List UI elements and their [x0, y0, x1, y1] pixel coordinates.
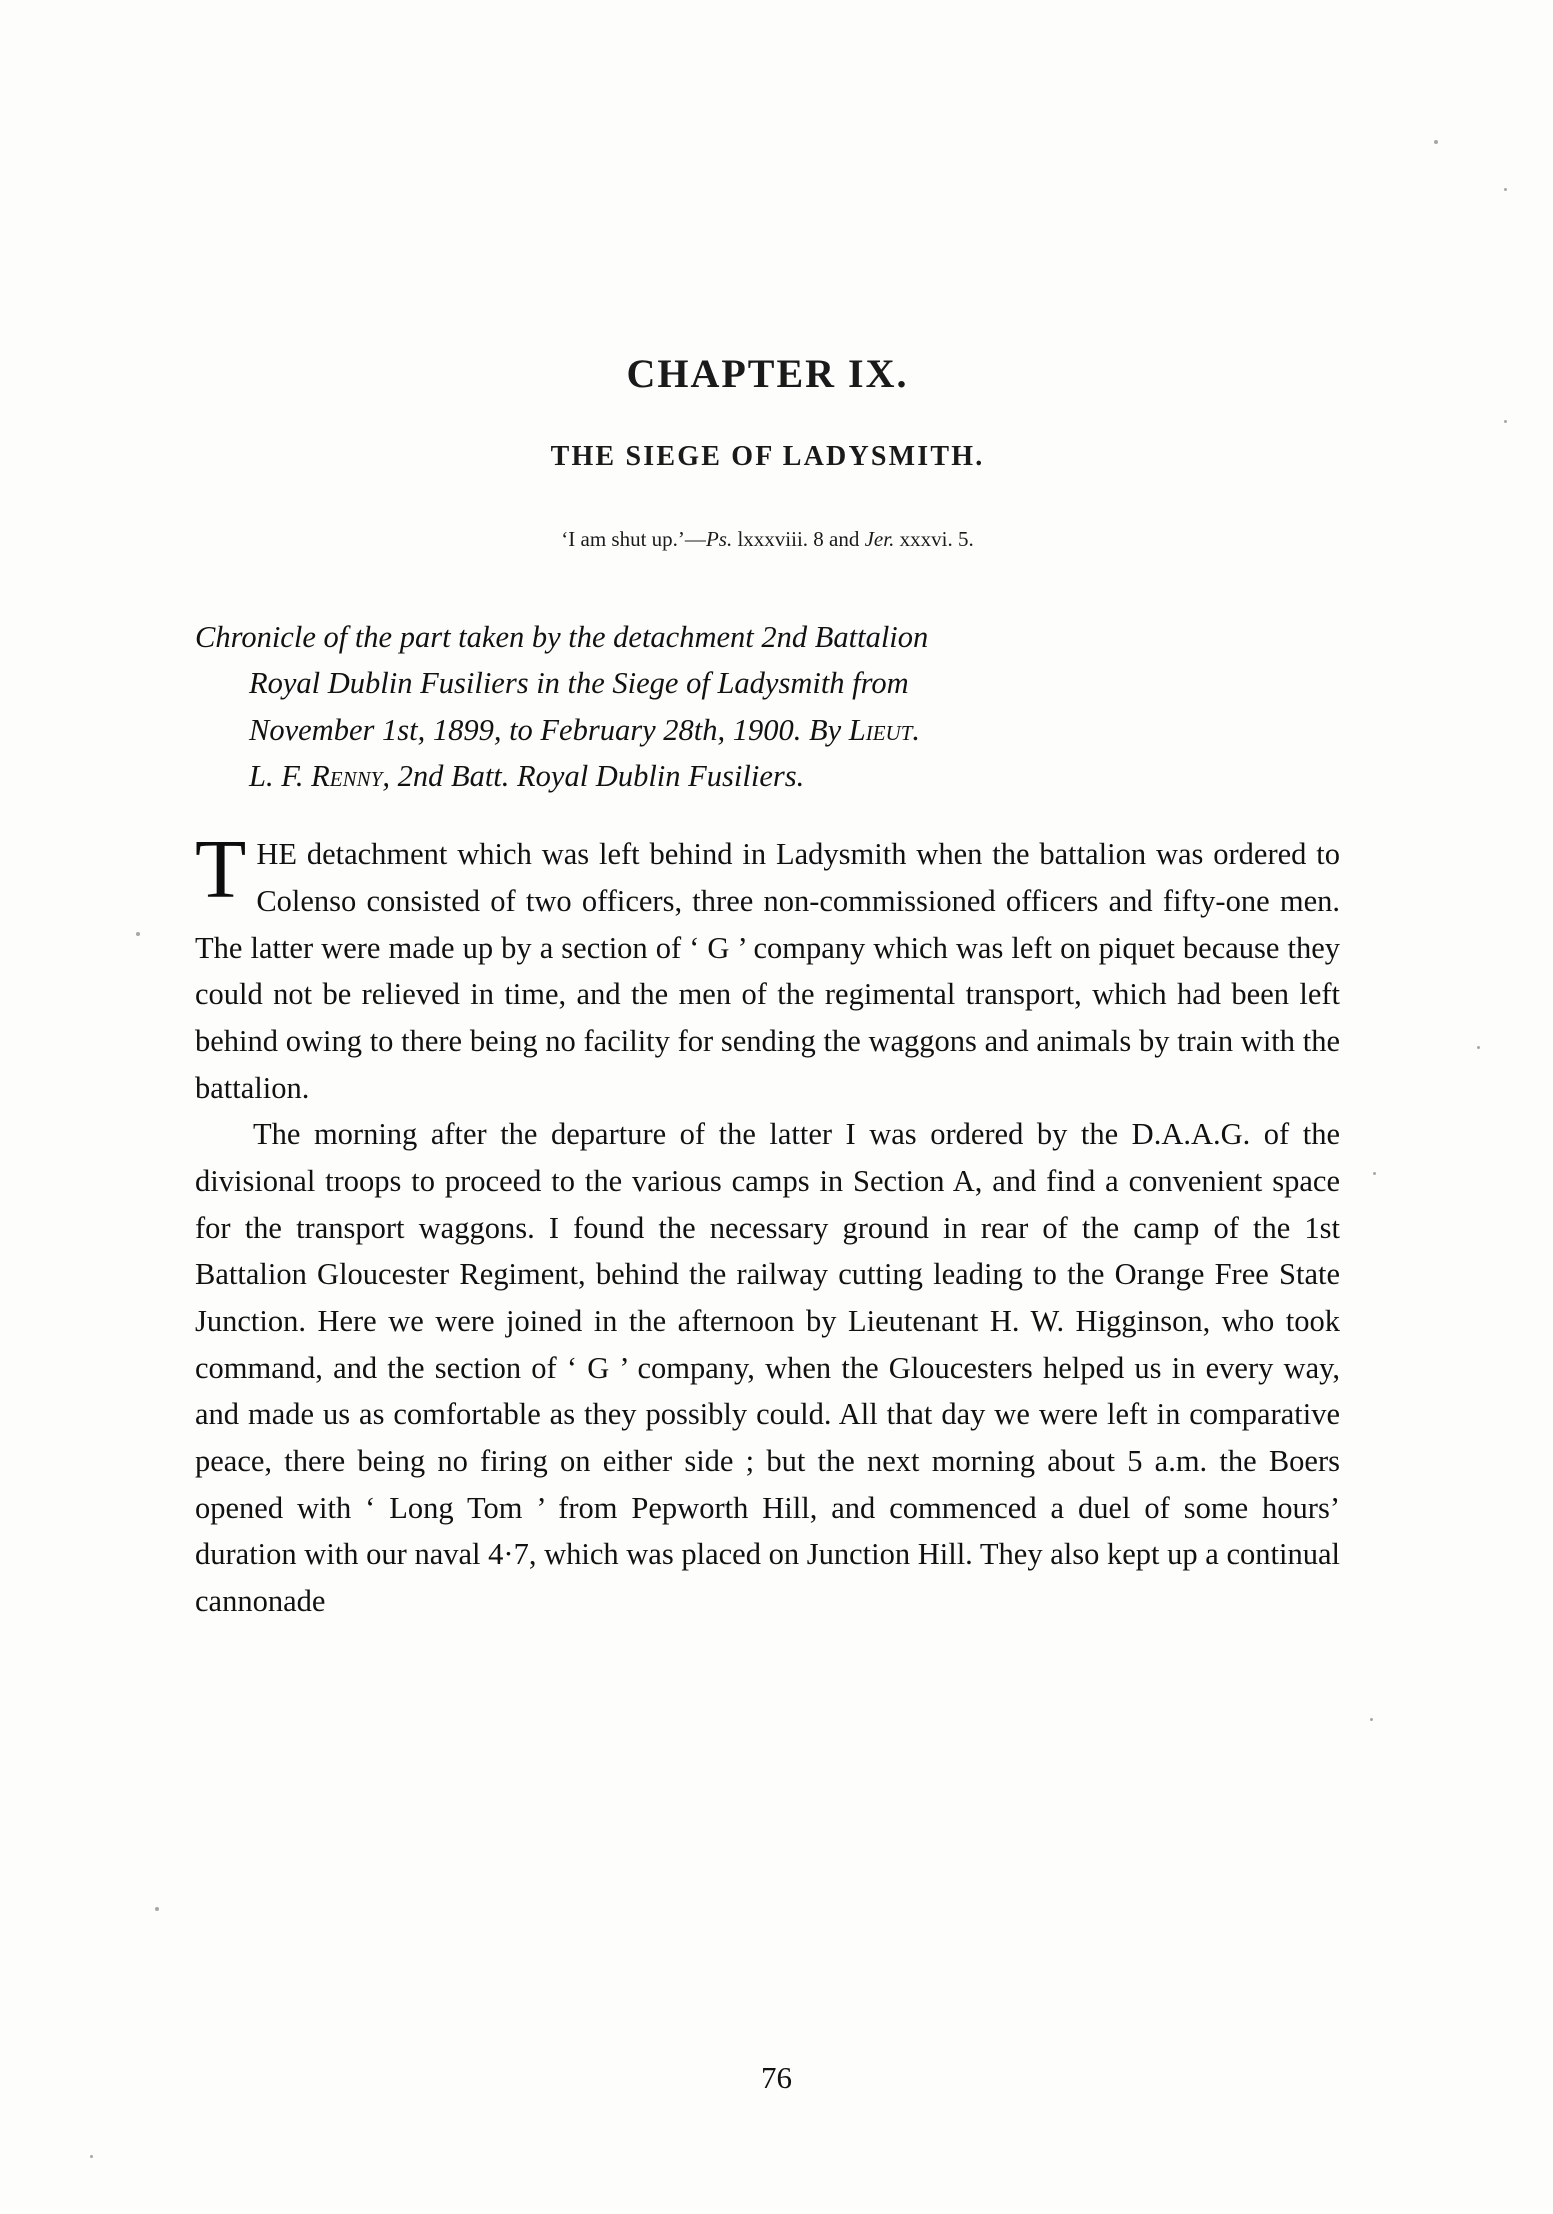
- article-byline: [195, 614, 1340, 799]
- byline-line-3: [195, 707, 1340, 753]
- drop-cap: T: [195, 823, 247, 917]
- chapter-subtitle: THE SIEGE OF LADYSMITH.: [550, 441, 985, 472]
- byline-line-4: [195, 753, 1340, 799]
- byline-line-2: Royal Dublin Fusiliers in the Siege of Ladysmith from: [249, 666, 909, 701]
- byline-line-1: Chronicle of the part taken by the detachment 2nd Battalion: [195, 620, 929, 654]
- byline-regiment: 2nd Batt. Royal Dublin Fusiliers.: [389, 759, 805, 794]
- byline-author-surname: Renny,: [311, 759, 390, 794]
- epigraph-text: ‘I am shut up.’—: [561, 527, 706, 551]
- page-number: 76: [761, 2060, 792, 2095]
- page-speck: [1370, 1718, 1373, 1721]
- page-speck: [90, 2155, 93, 2158]
- epigraph-reference-jeremiah: Jer.: [864, 527, 895, 551]
- byline-initials: L. F.: [249, 759, 312, 794]
- byline-line-3-text: November 1st, 1899, to February 28th, 1900. By: [249, 712, 849, 747]
- paragraph-1: [195, 823, 1340, 1111]
- chapter-title: CHAPTER IX.: [626, 351, 909, 396]
- page-speck: [155, 1907, 159, 1911]
- epigraph: [195, 527, 1340, 552]
- page-speck: [1504, 188, 1507, 191]
- paragraph-1-text: HE detachment which was left behind in Ladysmith when the battalion was ordered to Colenso consisted of two officers, three non-commissioned officers and fifty-one men. The latter were made up by a section of ‘ G ’ company which was left on piquet because they could not be relieved in time, and the men of the regimental transport, which had been left behind owing to there being no facility for sending the waggons and animals by train with the battalion.: [195, 837, 1340, 1105]
- page-content: [195, 350, 1340, 1625]
- page-speck: [136, 932, 140, 936]
- byline-rank: Lieut.: [848, 712, 921, 747]
- epigraph-middle: lxxxviii. 8 and: [732, 527, 865, 551]
- page-speck: [1504, 420, 1507, 423]
- epigraph-reference-psalms: Ps.: [705, 527, 733, 551]
- page-speck: [1434, 140, 1438, 144]
- page-speck: [1477, 1046, 1480, 1049]
- epigraph-suffix: xxxvi. 5.: [894, 527, 974, 551]
- page-speck: [1373, 1172, 1376, 1175]
- body-text: [195, 823, 1340, 1624]
- paragraph-2: The morning after the departure of the latter I was ordered by the D.A.A.G. of the divisional troops to proceed to the various camps in Section A, and find a convenient space for the transport waggons. I found the necessary ground in rear of the camp of the 1st Battalion Gloucester Regiment, behind the railway cutting leading to the Orange Free State Junction. Here we were joined in the afternoon by Lieutenant H. W. Higginson, who took command, and the section of ‘ G ’ company, when the Gloucesters helped us in every way, and made us as comfortable as they possibly could. All that day we were left in comparative peace, there being no firing on either side ; but the next morning about 5 a.m. the Boers opened with ‘ Long Tom ’ from Pepworth Hill, and commenced a duel of some hours’ duration with our naval 4·7, which was placed on Junction Hill. They also kept up a continual cannonade: [195, 1117, 1340, 1618]
